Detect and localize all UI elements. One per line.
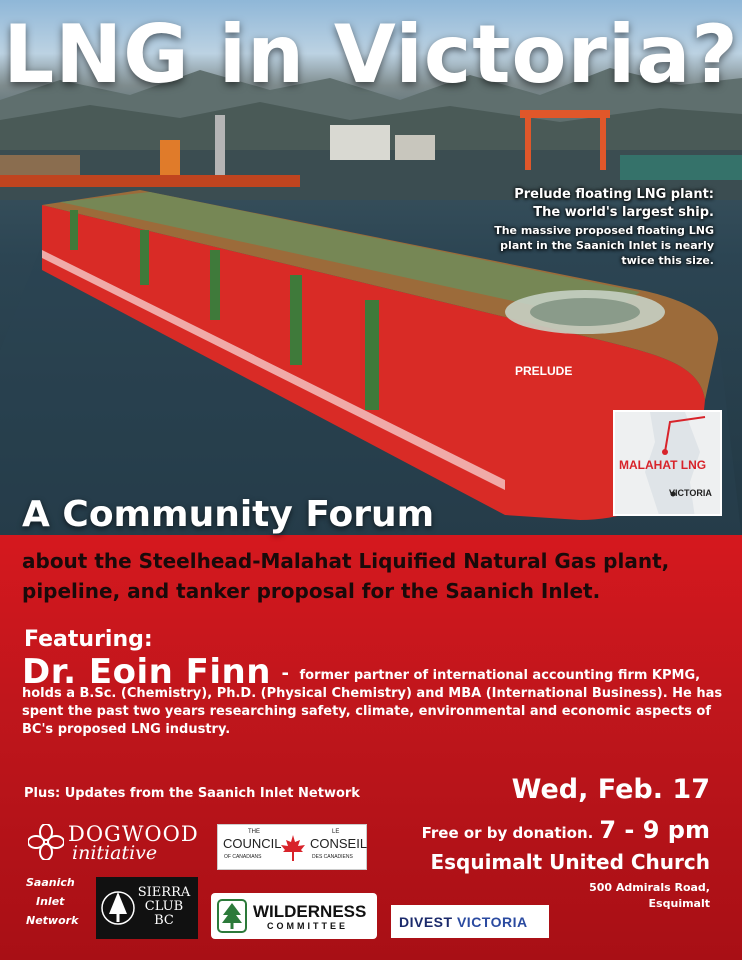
- victoria-word: VICTORIA: [456, 914, 528, 930]
- dogwood-logo: [28, 822, 203, 862]
- dogwood-sub: initiative: [72, 842, 158, 864]
- event-cost-time: [422, 816, 710, 844]
- sierra-line-3: BC: [154, 913, 174, 928]
- divest-victoria-logo: [391, 905, 549, 938]
- speaker-block: [22, 652, 727, 739]
- wilderness-sub: COMMITTEE: [267, 921, 348, 931]
- sierra-line-2: CLUB: [144, 899, 184, 914]
- event-date: Wed, Feb. 17: [511, 774, 710, 805]
- wilderness-name: WILDERNESS: [253, 902, 367, 921]
- speaker-name: Dr. Eoin Finn: [22, 652, 271, 692]
- event-cost: Free or by donation.: [421, 824, 594, 842]
- saanich-line-2: Inlet: [36, 895, 65, 908]
- coc-the: THE: [248, 829, 260, 835]
- sierra-club-bc-logo: [96, 877, 198, 939]
- divest-text: [399, 914, 528, 930]
- address-line-2: Esquimalt: [648, 897, 710, 910]
- speaker-bio: former partner of international accounting firm KPMG, holds a B.Sc. (Chemistry), Ph.D. (Physical Chemistry) and MBA (International Business). He has spent the past two years researching safety, climate, environmental and economic aspects of BC's proposed LNG industry.: [22, 668, 723, 737]
- divest-word: DIVEST: [399, 914, 453, 930]
- saanich-line-1: Saanich: [26, 876, 75, 889]
- forum-description: about the Steelhead-Malahat Liquified Natural Gas plant, pipeline, and tanker proposal for the Saanich Inlet.: [22, 549, 670, 603]
- event-time: 7 - 9 pm: [599, 816, 710, 844]
- plus-updates: Plus: Updates from the Saanich Inlet Network: [24, 786, 360, 801]
- poster-title: LNG in Victoria?: [3, 8, 739, 101]
- coc-of-canadians: OF CANADIANS: [224, 854, 262, 860]
- dogwood-flower-icon: [28, 824, 64, 860]
- coc-le: LE: [332, 829, 340, 835]
- event-venue: Esquimalt United Church: [430, 850, 710, 874]
- saanich-inlet-network-logo: [26, 873, 96, 930]
- dogwood-name: DOGWOOD: [68, 822, 199, 846]
- wilderness-tree-icon: [217, 899, 247, 933]
- map-label-plant: MALAHAT LNG: [619, 458, 707, 472]
- location-map: [613, 410, 722, 516]
- speaker-dash: -: [281, 663, 289, 684]
- photo-caption: [494, 186, 714, 268]
- ship-name-label: PRELUDE: [515, 364, 573, 378]
- forum-heading: A Community Forum: [22, 494, 435, 535]
- featuring-label: Featuring:: [24, 627, 153, 652]
- maple-leaf-icon: [278, 833, 308, 863]
- sierra-text: [134, 886, 194, 928]
- council-of-canadians-logo: [217, 824, 367, 870]
- coc-conseil: CONSEIL: [310, 836, 368, 851]
- sierra-line-1: SIERRA: [137, 885, 191, 900]
- address-line-1: 500 Admirals Road,: [589, 881, 710, 894]
- caption-line-1: Prelude floating LNG plant: The world's largest ship.: [514, 187, 714, 220]
- saanich-line-3: Network: [26, 914, 79, 927]
- wilderness-committee-logo: [211, 893, 377, 939]
- event-address: [589, 880, 710, 912]
- caption-line-2: The massive proposed floating LNG plant in the Saanich Inlet is nearly twice this size.: [494, 224, 714, 267]
- sierra-tree-icon: [101, 884, 135, 932]
- coc-des-canadiens: DES CANADIENS: [312, 854, 353, 860]
- coc-council: COUNCIL: [223, 836, 282, 851]
- map-label-city: VICTORIA: [669, 488, 712, 498]
